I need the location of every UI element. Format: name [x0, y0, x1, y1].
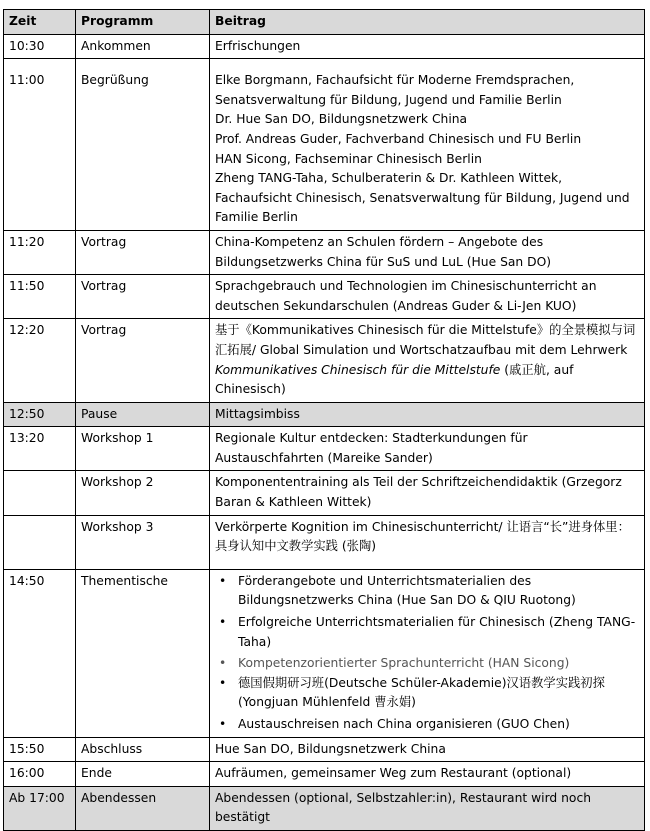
cell-beitrag [210, 427, 645, 471]
list-item: • 德国假期研习班(Deutsche Schüler-Akademie)汉语教学实践初探 (Yongjuan Mühlenfeld 曹永娟) [215, 674, 639, 713]
cell-beitrag [210, 402, 645, 427]
cell-programm: Pause [76, 402, 210, 427]
cell-beitrag [210, 59, 645, 231]
cell-zeit: 12:50 [4, 402, 76, 427]
table-row [4, 737, 645, 762]
table-row [4, 515, 645, 569]
cell-beitrag [210, 762, 645, 787]
cell-beitrag [210, 230, 645, 274]
beitrag-text: Verkörperte Kognition im Chinesischunterricht/ 让语言“长”进身体里：具身认知中文教学实践 (张陶) [215, 519, 630, 554]
cell-beitrag [210, 737, 645, 762]
table-row [4, 59, 645, 231]
cell-programm: Ende [76, 762, 210, 787]
beitrag-text-part: 基于《Kommunikatives Chinesisch für die Mittelstufe》的全景模拟与词汇拓展/ Global Simulation und Wortschatzaufbau mit dem Lehrwerk [215, 323, 636, 357]
beitrag-text: Elke Borgmann, Fachaufsicht für Moderne Fremdsprachen, Senatsverwaltung für Bildung, Jugend und Familie Berlin [215, 73, 575, 107]
thementische-list [215, 572, 639, 735]
cell-zeit: 10:30 [4, 34, 76, 59]
table-row [4, 762, 645, 787]
beitrag-text: China-Kompetenz an Schulen fördern – Angebote des Bildungsetzwerks China für SuS und LuL (Hue San DO) [215, 234, 552, 269]
cell-beitrag [210, 786, 645, 830]
cell-zeit: 15:50 [4, 737, 76, 762]
table-row [4, 319, 645, 402]
cell-zeit: 12:20 [4, 319, 76, 402]
table-row [4, 275, 645, 319]
beitrag-text: Dr. Hue San DO, Bildungsnetzwerk China [215, 112, 468, 127]
list-item: • Kompetenzorientierter Sprachunterricht (HAN Sicong) [215, 654, 639, 674]
cell-zeit [4, 471, 76, 515]
beitrag-text: Abendessen (optional, Selbstzahler:in), Restaurant wird noch bestätigt [215, 790, 592, 825]
header-row [4, 10, 645, 35]
header-programm: Programm [76, 10, 210, 35]
beitrag-text: Prof. Andreas Guder, Fachverband Chinesisch und FU Berlin [215, 131, 582, 146]
book-title: Kommunikatives Chinesisch für die Mittelstufe [215, 362, 501, 377]
cell-programm: Workshop 3 [76, 515, 210, 569]
cell-programm: Ankommen [76, 34, 210, 59]
cell-beitrag [210, 319, 645, 402]
cell-programm: Workshop 2 [76, 471, 210, 515]
schedule-table [3, 9, 645, 831]
cell-programm: Abschluss [76, 737, 210, 762]
cell-beitrag [210, 569, 645, 737]
table-row [4, 471, 645, 515]
beitrag-text: Komponententraining als Teil der Schriftzeichendidaktik (Grzegorz Baran & Kathleen Wittek) [215, 475, 622, 510]
beitrag-text: HAN Sicong, Fachseminar Chinesisch Berlin [215, 151, 482, 166]
cell-zeit: Ab 17:00 [4, 786, 76, 830]
cell-programm: Abendessen [76, 786, 210, 830]
cell-zeit: 11:00 [4, 59, 76, 231]
table-row [4, 230, 645, 274]
header-zeit: Zeit [4, 10, 76, 35]
cell-beitrag [210, 471, 645, 515]
cell-beitrag [210, 34, 645, 59]
beitrag-text: Sprachgebrauch und Technologien im Chinesischunterricht an deutschen Sekundarschulen (Andreas Guder & Li-Jen KUO) [215, 279, 597, 313]
cell-zeit: 16:00 [4, 762, 76, 787]
cell-programm: Vortrag [76, 319, 210, 402]
beitrag-text-part: (戚正航, auf Chinesisch) [215, 362, 574, 397]
beitrag-text [215, 321, 639, 399]
beitrag-text: Mittagsimbiss [215, 406, 300, 421]
table-row [4, 34, 645, 59]
beitrag-text: Zheng TANG-Taha, Schulberaterin & Dr. Kathleen Wittek, Fachaufsicht Chinesisch, Senatsverwaltung für Bildung, Jugend und Familie Berlin [215, 171, 630, 225]
beitrag-text: Regionale Kultur entdecken: Stadterkundungen für Austauschfahrten (Mareike Sander) [215, 431, 528, 465]
cell-zeit: 11:20 [4, 230, 76, 274]
list-item: • Erfolgreiche Unterrichtsmaterialien für Chinesisch (Zheng TANG-Taha) [215, 613, 639, 652]
cell-zeit [4, 515, 76, 569]
table-row [4, 427, 645, 471]
list-item: • Förderangebote und Unterrichtsmaterialien des Bildungsnetzwerks China (Hue San DO & QIU Ruotong) [215, 572, 639, 611]
cell-programm: Vortrag [76, 275, 210, 319]
beitrag-text: Hue San DO, Bildungsnetzwerk China [215, 741, 446, 756]
cell-programm: Begrüßung [76, 59, 210, 231]
cell-zeit: 11:50 [4, 275, 76, 319]
table-row [4, 569, 645, 737]
cell-beitrag [210, 515, 645, 569]
beitrag-text: Erfrischungen [215, 38, 301, 53]
header-beitrag: Beitrag [210, 10, 645, 35]
cell-zeit: 14:50 [4, 569, 76, 737]
table-row [4, 786, 645, 830]
cell-programm: Vortrag [76, 230, 210, 274]
cell-programm: Workshop 1 [76, 427, 210, 471]
cell-beitrag [210, 275, 645, 319]
list-item: • Austauschreisen nach China organisieren (GUO Chen) [215, 715, 639, 735]
cell-zeit: 13:20 [4, 427, 76, 471]
cell-programm: Thementische [76, 569, 210, 737]
table-row [4, 402, 645, 427]
beitrag-text: Aufräumen, gemeinsamer Weg zum Restaurant (optional) [215, 766, 572, 781]
